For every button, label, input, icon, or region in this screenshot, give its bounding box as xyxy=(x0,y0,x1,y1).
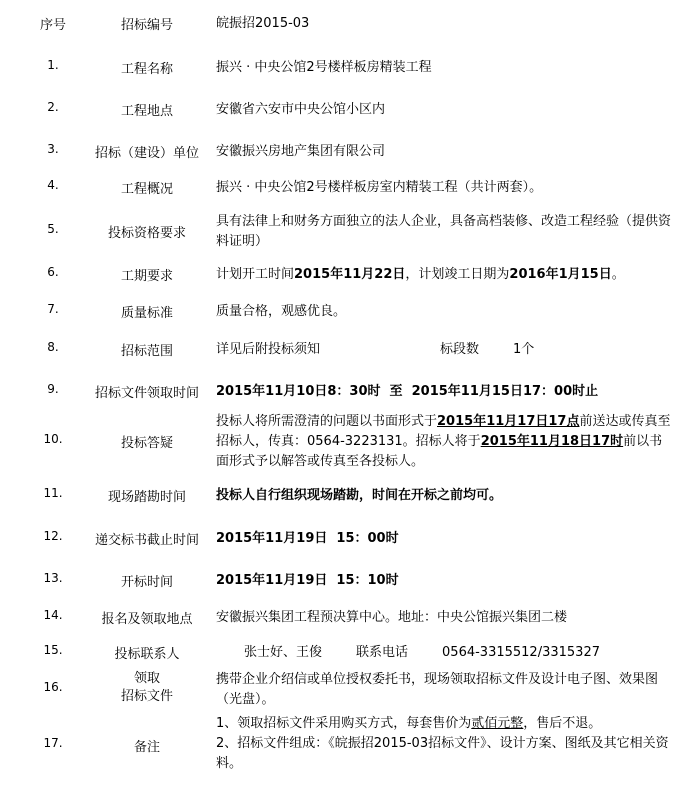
row-value: 具有法律上和财务方面独立的法人企业，具备高档装修、改造工程经验（提供资料证明） xyxy=(216,214,672,249)
end-date: 2016年1月15日 xyxy=(509,267,612,282)
note-line-1 xyxy=(216,714,672,734)
row-label: 工期要求 xyxy=(120,269,173,284)
note-line-2: 2、招标文件组成：《皖振招2015-03招标文件》、设计方案、图纸及其它相关资料。 xyxy=(216,736,669,771)
row-value: 振兴 · 中央公馆2号楼样板房室内精装工程（共计两套）。 xyxy=(216,180,543,195)
row-label: 现场踏勘时间 xyxy=(107,490,186,505)
row-number: 13. xyxy=(43,571,63,585)
row-label: 投标资格要求 xyxy=(107,226,186,241)
row-number: 17. xyxy=(43,736,63,750)
text-segment: ，售后不退。 xyxy=(523,716,602,731)
row-number: 6. xyxy=(47,265,59,279)
row-number: 10. xyxy=(43,432,63,446)
row-label: 工程地点 xyxy=(120,104,173,119)
row-value: 投标人自行组织现场踏勘，时间在开标之前均可。 xyxy=(216,488,503,503)
text-segment: 投标人将所需澄清的问题以书面形式于 xyxy=(216,414,438,429)
text-segment: 前以书面形式予以解答或传真至各投标人。 xyxy=(216,434,663,469)
contact-names: 张士好、王俊 xyxy=(244,645,323,660)
row-number: 2. xyxy=(47,100,59,114)
price-amount: 贰佰元整 xyxy=(471,716,524,731)
row-label: 招标范围 xyxy=(120,344,173,359)
row-value: 2015年11月19日 15：10时 xyxy=(216,573,399,588)
row-value: 安徽省六安市中央公馆小区内 xyxy=(216,102,386,117)
row-value: 安徽振兴集团工程预决算中心。地址：中央公馆振兴集团二楼 xyxy=(216,610,568,625)
row-label: 递交标书截止时间 xyxy=(94,533,199,548)
row-label: 招标文件领取时间 xyxy=(94,386,199,401)
row-number: 8. xyxy=(47,340,59,354)
row-number: 15. xyxy=(43,643,63,657)
section-count-value: 1个 xyxy=(513,342,535,357)
row-label: 备注 xyxy=(133,740,160,755)
row-number: 3. xyxy=(47,142,59,156)
row-value: 安徽振兴房地产集团有限公司 xyxy=(216,144,386,159)
row-label: 投标答疑 xyxy=(120,436,173,451)
phone-number: 0564-3315512/3315327 xyxy=(442,645,600,660)
text-segment: 1、领取招标文件采用购买方式，每套售价为 xyxy=(216,716,472,731)
row-value xyxy=(216,412,672,472)
question-deadline: 2015年11月17日17点 xyxy=(437,414,580,429)
scope-value: 详见后附投标须知 xyxy=(216,342,321,357)
col-no-header: 序号 xyxy=(39,18,66,33)
row-number: 14. xyxy=(43,608,63,622)
row-value xyxy=(216,714,672,774)
row-number: 11. xyxy=(43,486,63,500)
row-value xyxy=(216,643,672,663)
row-label: 工程概况 xyxy=(120,182,173,197)
start-date: 2015年11月22日 xyxy=(294,267,406,282)
row-value: 质量合格，观感优良。 xyxy=(216,304,347,319)
row-label: 开标时间 xyxy=(120,575,173,590)
col-label-header: 招标编号 xyxy=(120,18,173,33)
section-count-label: 标段数 xyxy=(440,342,480,357)
row-number: 4. xyxy=(47,178,59,192)
row-number: 5. xyxy=(47,222,59,236)
text-segment: 计划开工时间 xyxy=(216,267,295,282)
row-label: 招标（建设）单位 xyxy=(94,146,199,161)
text-segment: 前送达或传真至招标人，传真：0564-3223131。招标人将于 xyxy=(216,414,671,449)
text-segment: 。 xyxy=(611,267,625,282)
answer-deadline: 2015年11月18日17时 xyxy=(480,434,624,449)
row-number: 12. xyxy=(43,529,63,543)
row-value: 携带企业介绍信或单位授权委托书，现场领取招标文件及设计电子图、效果图（光盘）。 xyxy=(216,672,659,707)
row-label: 报名及领取地点 xyxy=(101,612,193,627)
label-line: 领取 xyxy=(133,671,160,686)
row-value xyxy=(216,265,672,285)
row-label: 质量标准 xyxy=(120,306,173,321)
row-label: 投标联系人 xyxy=(114,647,180,662)
row-number: 16. xyxy=(43,680,63,694)
phone-label: 联系电话 xyxy=(356,645,409,660)
row-label xyxy=(84,670,210,706)
text-segment: ，计划竣工日期为 xyxy=(405,267,510,282)
tender-number: 皖振招2015-03 xyxy=(216,16,310,31)
row-label: 工程名称 xyxy=(120,62,173,77)
label-line: 招标文件 xyxy=(120,689,173,704)
row-value: 2015年11月10日8：30时 至 2015年11月15日17：00时止 xyxy=(216,384,599,399)
row-value: 振兴 · 中央公馆2号楼样板房精装工程 xyxy=(216,60,432,75)
row-number: 9. xyxy=(47,382,59,396)
row-number: 7. xyxy=(47,302,59,316)
row-number: 1. xyxy=(47,58,59,72)
row-value xyxy=(216,340,672,360)
row-value: 2015年11月19日 15：00时 xyxy=(216,531,399,546)
